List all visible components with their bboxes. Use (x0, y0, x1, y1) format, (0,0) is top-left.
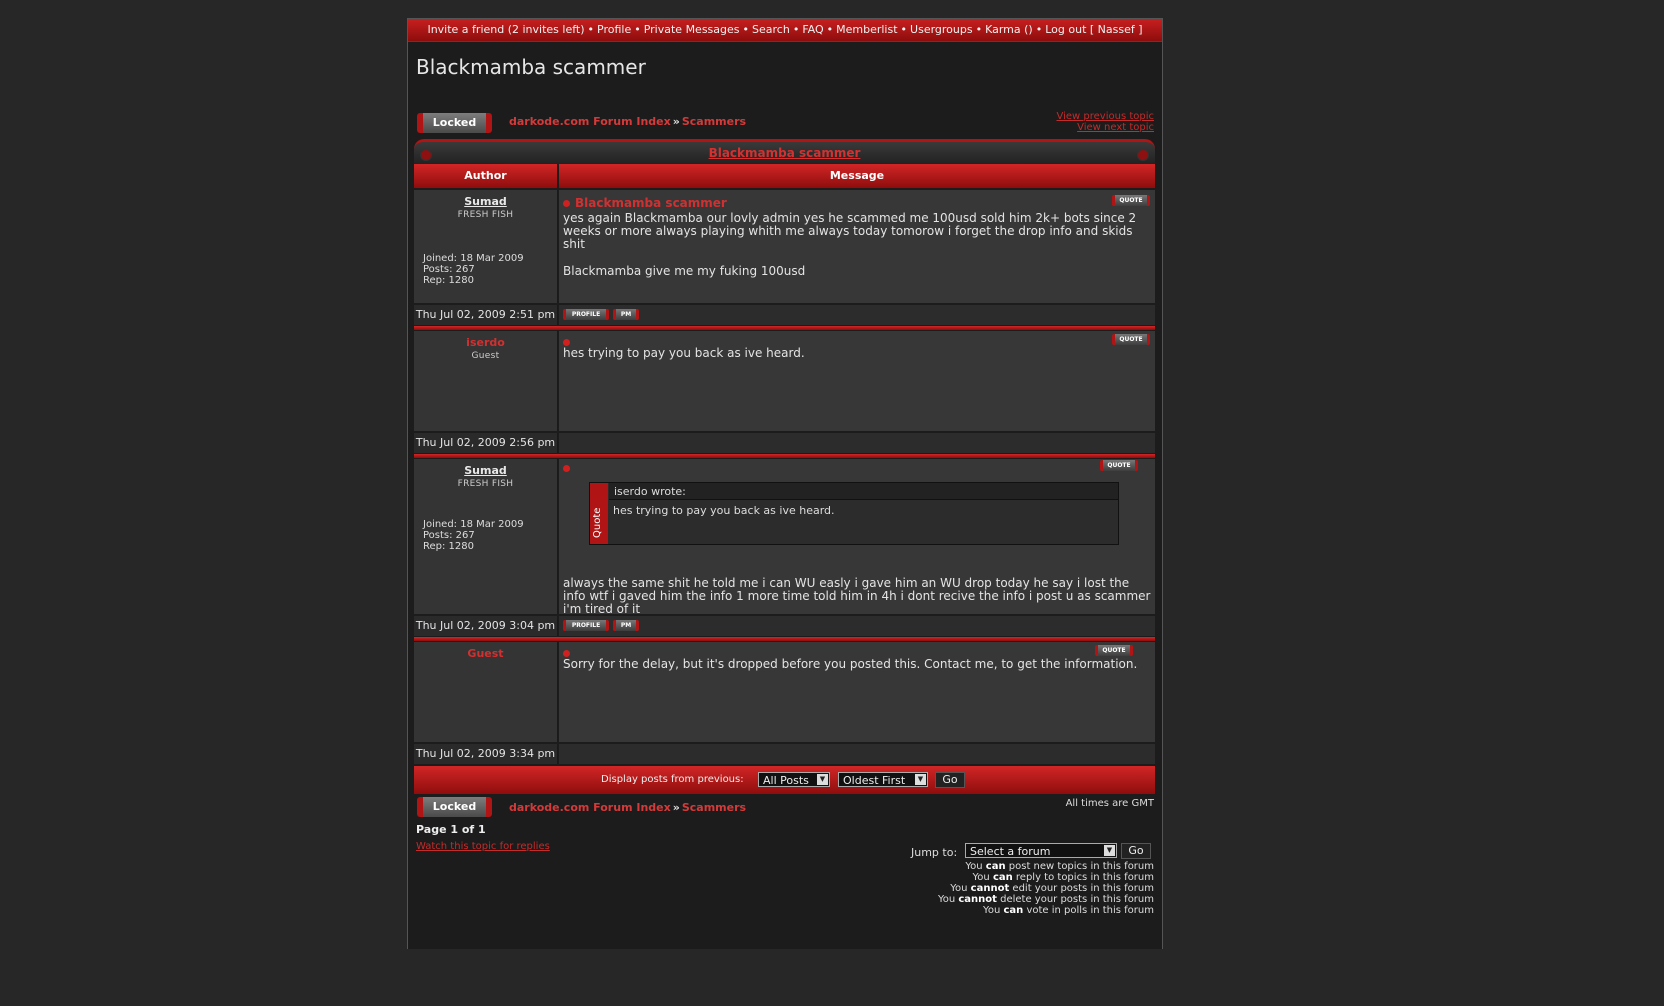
forum-permissions (938, 861, 1154, 916)
timezone-note: All times are GMT (1065, 798, 1154, 809)
post-author-name[interactable]: Sumad (464, 195, 507, 208)
post-divider (414, 454, 1155, 458)
post-actions (559, 433, 1155, 453)
post-body: Blackmamba give me my fuking 100usd (563, 264, 806, 278)
jump-go-button[interactable]: Go (1121, 843, 1151, 859)
post-bullet-icon (563, 200, 570, 207)
post-body: always the same shit he told me i can WU easly i gave him an WU drop today he say i lost the info wtf i gaved him the info 1 more time told him in 4h i dont recive the info i post u as scammer i'm tired of it (563, 576, 1151, 616)
topic-caption (414, 139, 1155, 166)
post-author-panel (414, 642, 558, 742)
permission-line: You can vote in polls in this forum (983, 905, 1154, 916)
post-author-stats: Joined: 18 Mar 2009 Posts: 267 Rep: 1280 (423, 519, 524, 552)
post-bullet-icon (563, 339, 570, 346)
post-actions (559, 305, 1155, 325)
quote-side-label: Quote (590, 483, 608, 544)
nav-private-messages-link[interactable]: Private Messages (643, 23, 740, 36)
pm-button[interactable]: PM (613, 620, 639, 631)
post-subject: Blackmamba scammer (563, 196, 727, 210)
permission-line: You cannot edit your posts in this forum (950, 883, 1154, 894)
post-author-panel (414, 459, 558, 614)
view-previous-topic-link[interactable]: View previous topic (1056, 111, 1154, 122)
display-options-bar (414, 766, 1155, 794)
quote-button[interactable]: QUOTE (1095, 645, 1133, 656)
post-body: yes again Blackmamba our lovly admin yes he scammed me 100usd sold him 2k+ bots since 2 weeks or more always playing whith me always today tomorow i forget the drop info and skids shit (563, 211, 1137, 251)
nav-usergroups-link[interactable]: Usergroups (910, 23, 973, 36)
profile-button[interactable]: PROFILE (563, 620, 609, 631)
post-divider (414, 637, 1155, 641)
post-message-panel (559, 459, 1155, 614)
post-body: Sorry for the delay, but it's dropped before you posted this. Contact me, to get the information. (563, 657, 1138, 671)
jump-to-label: Jump to: (911, 846, 958, 859)
locked-button[interactable]: Locked (417, 113, 492, 133)
post-bullet-icon (563, 650, 570, 657)
permission-line: You cannot delete your posts in this forum (937, 894, 1154, 905)
page-container (407, 18, 1163, 949)
breadcrumb-scammers[interactable]: Scammers (681, 801, 747, 814)
post-author-name[interactable]: Sumad (464, 464, 507, 477)
top-navigation: Invite a friend (2 invites left) • Profile • Private Messages • Search • FAQ • Memberlist • Usergroups • Karma () • Log out [ Nassef ] (408, 19, 1162, 42)
period-select[interactable]: All Posts ▼ (758, 772, 830, 787)
post-bullet-icon (563, 465, 570, 472)
post-actions (559, 744, 1155, 764)
permission-line: You can post new topics in this forum (965, 861, 1154, 872)
post-message-panel (559, 331, 1155, 431)
topic-title-link[interactable]: Blackmamba scammer (708, 146, 861, 160)
post-subject (563, 461, 575, 475)
nav-karma-link[interactable]: Karma () (985, 23, 1033, 36)
author-column-header: Author (414, 164, 557, 188)
post-date: Thu Jul 02, 2009 2:56 pm (414, 433, 558, 453)
breadcrumb-forum-index[interactable]: darkode.com Forum Index (509, 115, 671, 128)
locked-button[interactable]: Locked (417, 797, 492, 817)
post-message-panel (559, 190, 1155, 303)
breadcrumb-scammers[interactable]: Scammers (681, 115, 747, 128)
post-date: Thu Jul 02, 2009 3:04 pm (414, 616, 558, 636)
post-author-stats: Joined: 18 Mar 2009 Posts: 267 Rep: 1280 (423, 253, 524, 286)
post-author-rank: FRESH FISH (457, 479, 514, 489)
post-author-panel (414, 190, 558, 303)
post-body: hes trying to pay you back as ive heard. (563, 346, 805, 360)
nav-logout-link[interactable]: Log out [ Nassef ] (1045, 23, 1143, 36)
post-date: Thu Jul 02, 2009 2:51 pm (414, 305, 558, 325)
quote-button[interactable]: QUOTE (1112, 195, 1150, 206)
message-column-header: Message (559, 164, 1155, 188)
jump-forum-select[interactable]: Select a forum ▼ (965, 843, 1117, 858)
order-select[interactable]: Oldest First ▼ (838, 772, 928, 787)
post-author-name: Guest (467, 647, 504, 660)
breadcrumb-forum-index[interactable]: darkode.com Forum Index (509, 801, 671, 814)
chevron-down-icon: ▼ (1104, 845, 1115, 856)
quote-block (589, 482, 1119, 545)
nav-invite-link[interactable]: Invite a friend (2 invites left) (427, 23, 585, 36)
post-divider (414, 326, 1155, 330)
caption-left-dot-icon (420, 149, 432, 161)
page-title: Blackmamba scammer (416, 55, 646, 79)
chevron-down-icon: ▼ (817, 774, 828, 785)
pm-button[interactable]: PM (613, 309, 639, 320)
quote-button[interactable]: QUOTE (1112, 334, 1150, 345)
post-author-panel (414, 331, 558, 431)
pagination: Page 1 of 1 (416, 823, 486, 836)
caption-right-dot-icon (1137, 149, 1149, 161)
nav-search-link[interactable]: Search (752, 23, 790, 36)
breadcrumb: darkode.com Forum Index » Scammers (509, 801, 747, 814)
quote-author: iserdo wrote: (609, 483, 1118, 500)
display-go-button[interactable]: Go (935, 772, 965, 788)
post-author-name: iserdo (466, 336, 505, 349)
display-posts-label: Display posts from previous: (601, 774, 744, 785)
topic-nav (1056, 111, 1154, 133)
view-next-topic-link[interactable]: View next topic (1077, 122, 1154, 133)
watch-topic-link[interactable]: Watch this topic for replies (416, 841, 550, 852)
nav-profile-link[interactable]: Profile (597, 23, 632, 36)
nav-faq-link[interactable]: FAQ (802, 23, 824, 36)
permission-line: You can reply to topics in this forum (972, 872, 1154, 883)
post-author-rank: FRESH FISH (457, 210, 514, 220)
post-author-rank: Guest (471, 351, 500, 361)
profile-button[interactable]: PROFILE (563, 309, 609, 320)
post-actions (559, 616, 1155, 636)
quote-button[interactable]: QUOTE (1100, 460, 1138, 471)
quote-text: hes trying to pay you back as ive heard. (613, 504, 835, 517)
nav-memberlist-link[interactable]: Memberlist (836, 23, 898, 36)
post-date: Thu Jul 02, 2009 3:34 pm (414, 744, 558, 764)
post-message-panel (559, 642, 1155, 742)
chevron-down-icon: ▼ (915, 774, 926, 785)
breadcrumb: darkode.com Forum Index » Scammers (509, 115, 747, 128)
